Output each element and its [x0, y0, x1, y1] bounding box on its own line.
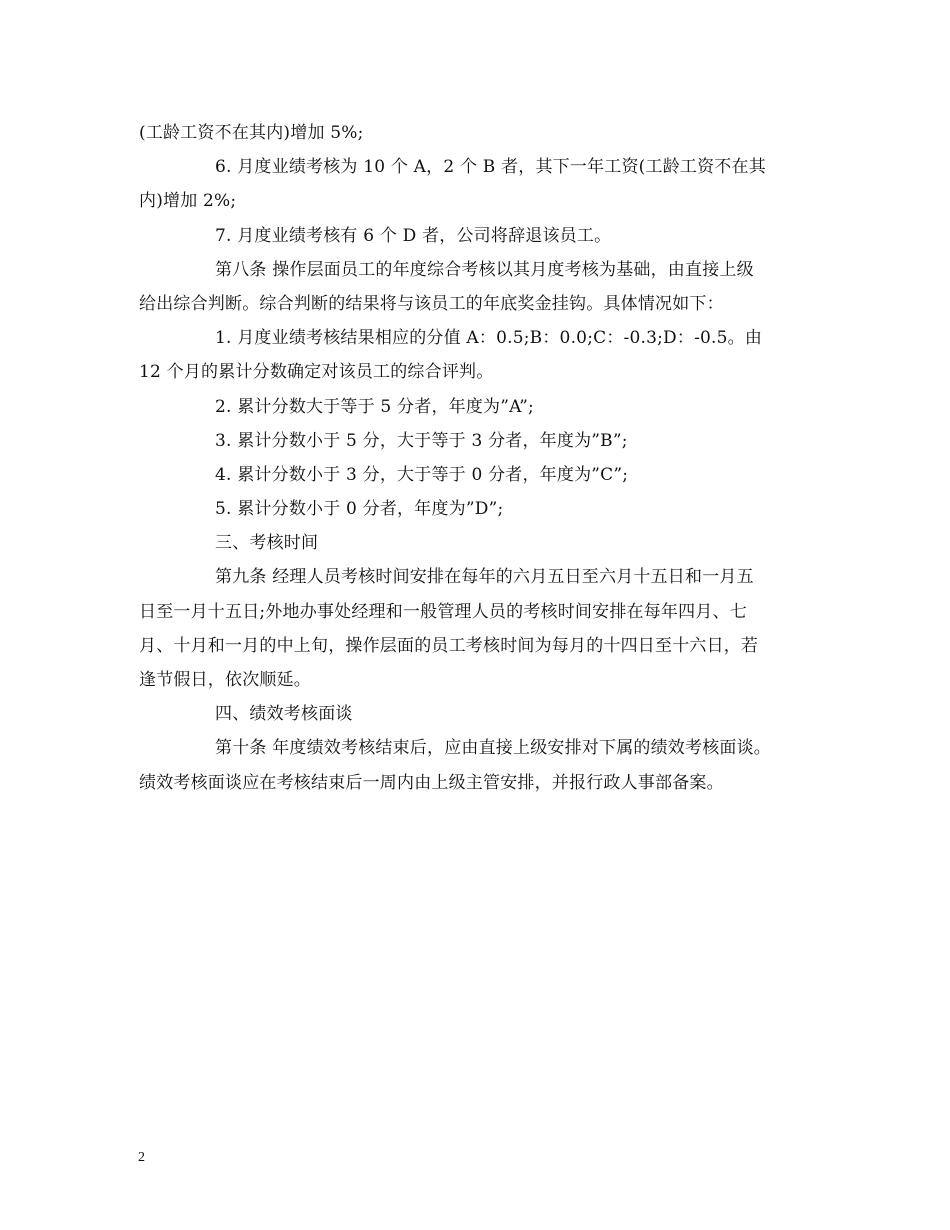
- text-line: 12 个月的累计分数确定对该员工的综合评判。: [139, 362, 494, 383]
- text-line: 4. 累计分数小于 3 分，大于等于 0 分者，年度为”C”;: [215, 464, 629, 485]
- text-line: 逢节假日，依次顺延。: [139, 670, 311, 690]
- section-heading: 三、考核时间: [215, 533, 319, 554]
- page-number: 2: [138, 1150, 145, 1165]
- section-heading: 四、绩效考核面谈: [215, 704, 353, 725]
- text-line: 第八条 操作层面员工的年度综合考核以其月度考核为基础，由直接上级: [215, 259, 754, 280]
- text-line: 第九条 经理人员考核时间安排在每年的六月五日至六月十五日和一月五: [215, 567, 754, 588]
- text-line: 5. 累计分数小于 0 分者，年度为”D”;: [215, 499, 504, 520]
- text-line: 给出综合判断。综合判断的结果将与该员工的年底奖金挂钩。具体情况如下：: [139, 293, 724, 314]
- text-line: 3. 累计分数小于 5 分，大于等于 3 分者，年度为”B”;: [215, 430, 628, 451]
- text-line: 2. 累计分数大于等于 5 分者，年度为”A”;: [215, 396, 534, 417]
- text-line: 1. 月度业绩考核结果相应的分值 A：0.5;B：0.0;C：-0.3;D：-0.5。由: [215, 328, 763, 349]
- document-body: [139, 116, 815, 800]
- text-line: 绩效考核面谈应在考核结束后一周内由上级主管安排，并报行政人事部备案。: [139, 772, 724, 793]
- text-line: 日至一月十五日;外地办事处经理和一般管理人员的考核时间安排在每年四月、七: [139, 601, 747, 622]
- text-line: (工龄工资不在其内)增加 5%;: [139, 123, 364, 143]
- text-line: 7. 月度业绩考核有 6 个 D 者，公司将辞退该员工。: [215, 225, 612, 246]
- text-line: 月、十月和一月的中上旬，操作层面的员工考核时间为每月的十四日至十六日，若: [139, 635, 759, 656]
- text-line: 第十条 年度绩效考核结束后，应由直接上级安排对下属的绩效考核面谈。: [215, 738, 772, 759]
- text-line: 6. 月度业绩考核为 10 个 A，2 个 B 者，其下一年工资(工龄工资不在其: [215, 157, 766, 178]
- text-line: 内)增加 2%;: [139, 191, 237, 212]
